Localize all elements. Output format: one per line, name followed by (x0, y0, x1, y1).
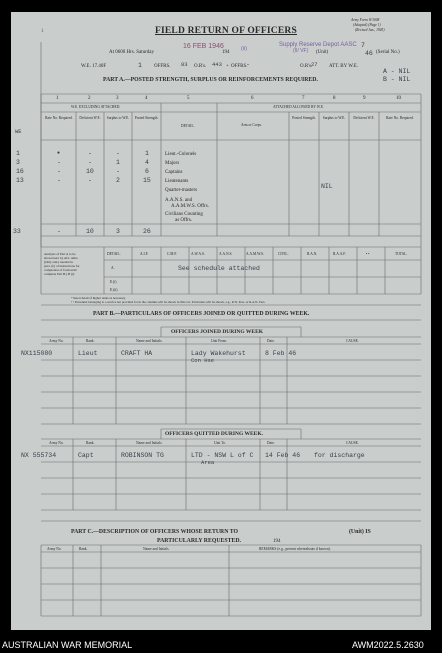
total-rate: - (57, 228, 61, 235)
or-label-2: O.R's. (300, 64, 313, 69)
row-capt-col-rate: - (57, 168, 61, 175)
row-capt-col-deficient: 10 (86, 168, 94, 175)
footer-accession-number: AWM2022.5.2630 (352, 640, 424, 650)
analysis-note-6: complete Part B.) B (i). (44, 272, 75, 276)
quitted-rank: Capt (78, 452, 94, 459)
a-nil: A - NIL (383, 68, 411, 75)
see-schedule-text: See schedule attached (178, 265, 260, 272)
part-c-head-name: Name and Initials. (143, 547, 170, 551)
joined-army-no: NX115080 (21, 350, 53, 357)
analysis-col-aans: A.A.N.S. (219, 252, 233, 256)
col-number-5: 5 (187, 96, 190, 101)
total-deficient: 10 (86, 228, 94, 235)
col-head-att-rate: Rate No. Required. (386, 116, 414, 120)
unit-stamp: Supply Reserve Depot AASC (279, 42, 357, 48)
offrs-label-1: OFFRS. (154, 64, 171, 69)
analysis-note-1: Analysis of Part A to be (44, 252, 76, 256)
joined-head-unit: Unit From. (211, 339, 227, 343)
col-head-rate-required: Rate No. Required. (45, 116, 73, 120)
quitted-unit-2: Area (201, 459, 215, 466)
analysis-note-5: completion of form until (44, 268, 77, 272)
row-maj-col-posted: 4 (145, 159, 149, 166)
total-we: 33 (13, 228, 21, 235)
col-number-3: 3 (116, 96, 119, 101)
offrs-label-2: OFFRS. (231, 64, 248, 69)
quitted-title: OFFICERS QUITTED DURING WEEK. (165, 431, 263, 437)
quitted-head-date: Date. (267, 441, 275, 445)
row-lieut-col-surplus: 2 (116, 177, 120, 184)
total-surplus: 3 (116, 228, 120, 235)
we-margin-label: WE (15, 128, 22, 135)
or-value-2: 27 (311, 61, 318, 68)
plus-sign: + (226, 64, 229, 69)
joined-head-date: Date. (267, 339, 275, 343)
row-maj-col-rate: - (57, 159, 61, 166)
joined-name: CRAFT HA (121, 350, 153, 357)
row-capt-col-surplus: - (116, 168, 120, 175)
row-maj-col-surplus: 1 (116, 159, 120, 166)
analysis-row-eii: E.(ii) (110, 288, 118, 292)
analysis-row-ei: E.(i) (110, 280, 117, 284)
joined-head-cause: CAUSE. (346, 339, 359, 343)
row-lt-col-rate: ● (57, 150, 61, 156)
row-lieut-col-posted: 15 (143, 177, 151, 184)
analysis-note-2: shown here by ALL units. (44, 256, 79, 260)
row-lieut-col-deficient: - (88, 177, 92, 184)
row-maj-col-detail: Majors (165, 161, 180, 166)
quitted-head-cause: CAUSE. (346, 441, 359, 445)
row-capt-col-detail: Captains (165, 170, 183, 175)
col-number-10: 10 (396, 96, 401, 101)
b-nil: B - NIL (383, 76, 411, 83)
unit-sub-stamp: (II/ VF) (293, 48, 309, 54)
analysis-row-a: A. (111, 266, 115, 270)
analysis-col-awas: A.W.A.S. (191, 252, 205, 256)
quitted-army-no: NX 555734 (21, 452, 57, 459)
col-head-att-posted: Posted Strength. (292, 116, 316, 120)
joined-rank: Lieut (78, 350, 98, 357)
col-head-att-surplus: Surplus to W.E. (322, 116, 346, 120)
detail-extra-2: A.A.M.W.S. Offrs. (171, 204, 209, 209)
col-head-detail: DETAIL. (181, 124, 195, 128)
serial-label: (Serial No.) (376, 50, 400, 55)
form-sheet (11, 12, 431, 630)
year-suffix: (ii) (241, 46, 248, 52)
quitted-head-name: Name and Initials. (136, 441, 163, 445)
analysis-col-raaf: R.A.A.F. (333, 252, 346, 256)
attached-nil: NIL (321, 183, 333, 190)
total-posted: 26 (143, 228, 151, 235)
year-prefix: 194 (222, 50, 230, 55)
army-form-label: Army Form W.3008 (351, 18, 380, 22)
analysis-col-ran: R.A.N. (307, 252, 318, 256)
joined-unit-2: Con Hse (191, 357, 215, 364)
analysis-col-aamws: A.A.M.W.S. (246, 252, 264, 256)
army-form-adapted: (Adapted) (Page 1) (353, 23, 381, 27)
row-qm-col-detail: Quarter-masters (165, 188, 198, 193)
quitted-name: ROBINSON TG (121, 452, 164, 459)
col-head-arm-corps: Arm or Corps. (241, 123, 262, 127)
joined-head-name: Name and Initials. (136, 339, 163, 343)
quitted-unit: LTD - NSW L of C (191, 452, 254, 459)
analysis-col-other: • • (366, 252, 370, 256)
or-value-1: 83 (181, 61, 188, 68)
col-head-deficient: Deficient W.E. (79, 116, 101, 120)
we-prefix: W.E. 17.40F (81, 64, 107, 69)
part-c-year: 194 (273, 539, 281, 544)
unit-label: (Unit) (316, 50, 329, 55)
analysis-col-aif: A.I.F. (140, 252, 149, 256)
row-lt-col-we: 1 (16, 150, 20, 157)
attached-allowed-header: ATTACHED ALLOWED BY W.E. (273, 105, 324, 109)
analysis-col-cmf: C.M.F. (167, 252, 177, 256)
joined-head-rank: Rank. (86, 339, 95, 343)
footnote-1: * Insert detail of higher ranks as necessary. (71, 296, 126, 300)
joined-head-army-no: Army No. (49, 339, 64, 343)
serial-value-2: 46 (365, 50, 373, 57)
att-by-we-label: ATT. BY W.E. (329, 64, 359, 69)
row-maj-col-deficient: - (88, 159, 92, 166)
col-head-surplus: Surplus to W.E. (106, 116, 130, 120)
or-value-extra: 443 (212, 61, 222, 68)
col-number-9: 9 (363, 96, 366, 101)
row-lt-col-surplus: - (116, 150, 120, 157)
form-title: FIELD RETURN OF OFFICERS (155, 26, 297, 36)
row-capt-col-posted: 6 (145, 168, 149, 175)
footnote-2: • • Personnel belonging to a service not provided for in the columns will be shown in this Col. Particulars will be shown, e.g., R.N. Pers. or R.A.N. Pers. (71, 300, 266, 304)
col-number-2: 2 (88, 96, 91, 101)
analysis-note-4: para. (b) of instructions for (44, 264, 80, 268)
quitted-head-army-no: Army No. (49, 441, 64, 445)
joined-unit: Lady Wakehurst (191, 350, 246, 357)
analysis-col-detail: DETAIL. (107, 252, 121, 256)
part-a-title: PART A.—POSTED STRENGTH, SURPLUS OR REINFORCEMENTS REQUIRED. (103, 77, 318, 83)
row-lt-col-deficient: - (88, 150, 92, 157)
we-offrs-value: 1 (138, 62, 142, 69)
col-head-att-deficient: Deficient W.E. (353, 116, 375, 120)
detail-extra-3: Civilians Counting (165, 212, 203, 217)
analysis-note-3: (Only entry needed in (44, 260, 73, 264)
joined-date: 8 Feb 46 (265, 350, 297, 357)
hours-text: At 0600 Hrs. Saturday (109, 50, 154, 55)
quitted-date: 14 Feb 46 (265, 452, 301, 459)
row-capt-col-we: 16 (16, 168, 24, 175)
row-lt-col-detail: Lieut.-Colonels (165, 152, 197, 157)
excluding-attached-header: W.E. EXCLUDING ATTACHED. (71, 105, 121, 109)
footer-institution: AUSTRALIAN WAR MEMORIAL (2, 640, 133, 650)
row-lieut-col-we: 13 (16, 177, 24, 184)
analysis-col-total: TOTAL. (395, 252, 408, 256)
row-maj-col-we: 3 (16, 159, 20, 166)
col-number-7: 7 (302, 96, 305, 101)
col-number-6: 6 (251, 96, 254, 101)
part-c-title-2: PARTICULARLY REQUESTED. (157, 538, 241, 544)
quitted-head-unit: Unit To. (214, 441, 226, 445)
part-b-title: PART B.—PARTICULARS OF OFFICERS JOINED OR QUITTED DURING WEEK. (93, 311, 310, 317)
date-stamp: 16 FEB 1946 (183, 43, 224, 50)
quitted-head-rank: Rank. (86, 441, 95, 445)
offrs-value-2: - (246, 61, 250, 68)
part-c-head-rank: Rank. (79, 547, 88, 551)
part-c-head-army-no: Army No. (47, 547, 62, 551)
or-label-1: O.R's. (194, 64, 207, 69)
col-number-8: 8 (333, 96, 336, 101)
col-number-1: 1 (56, 96, 59, 101)
part-c-unit-is: (Unit) IS (349, 529, 371, 535)
serial-value: 7 (361, 42, 365, 49)
col-head-posted: Posted Strength. (134, 116, 159, 120)
col-number-4: 4 (145, 96, 148, 101)
army-form-revised: (Revised Jan., 1945) (355, 28, 385, 32)
corner-mark: 1 (41, 29, 44, 34)
quitted-cause: for discharge (314, 452, 365, 459)
detail-extra-4: as Offrs. (175, 218, 193, 223)
row-lieut-col-detail: Lieutenants (165, 179, 189, 184)
detail-extra-1: A.A.N.S. and (165, 198, 193, 203)
part-c-title: PART C.—DESCRIPTION OF OFFICERS WHOSE RETURN TO (71, 529, 239, 535)
row-lt-col-posted: 1 (145, 150, 149, 157)
part-c-head-remarks: REMARKS (e.g., present whereabouts if known). (259, 547, 331, 551)
joined-title: OFFICERS JOINED DURING WEEK (171, 329, 264, 335)
analysis-col-civil: CIVIL. (278, 252, 289, 256)
row-lieut-col-rate: - (57, 177, 61, 184)
